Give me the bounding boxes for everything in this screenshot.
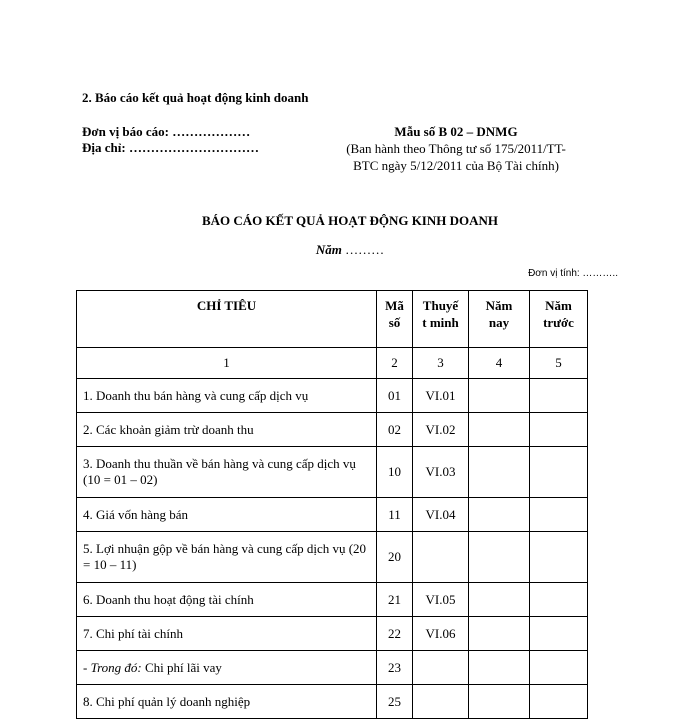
current-year-cell [469, 379, 530, 413]
previous-year-cell [530, 379, 588, 413]
column-number-row [77, 348, 588, 379]
row-note: VI.06 [413, 617, 469, 651]
indicator-label: 7. Chi phí tài chính [77, 617, 377, 651]
row-code: 02 [377, 413, 413, 447]
previous-year-cell [530, 583, 588, 617]
reporting-unit-field: Đơn vị báo cáo: ……………… [82, 124, 251, 139]
indicator-label: 5. Lợi nhuận gộp về bán hàng và cung cấp dịch vụ (20 = 10 – 11) [77, 532, 377, 583]
current-year-cell [469, 447, 530, 498]
table-row [77, 413, 588, 447]
table-row [77, 583, 588, 617]
indicator-label: 8. Chi phí quản lý doanh nghiệp [77, 685, 377, 719]
year-label: Năm [315, 242, 342, 257]
previous-year-cell [530, 413, 588, 447]
current-year-cell [469, 532, 530, 583]
previous-year-cell [530, 532, 588, 583]
form-note-line-2: BTC ngày 5/12/2011 của Bộ Tài chính) [353, 158, 559, 173]
row-code: 20 [377, 532, 413, 583]
row-note: VI.05 [413, 583, 469, 617]
income-statement-table [76, 290, 588, 719]
row-note: VI.03 [413, 447, 469, 498]
table-row [77, 651, 588, 685]
currency-unit-note: Đơn vị tính: ……….. [528, 268, 618, 279]
report-year [0, 242, 700, 258]
current-year-cell [469, 583, 530, 617]
previous-year-cell [530, 447, 588, 498]
current-year-cell [469, 685, 530, 719]
indicator-label: 6. Doanh thu hoạt động tài chính [77, 583, 377, 617]
year-placeholder: ……… [341, 242, 385, 257]
row-code: 22 [377, 617, 413, 651]
header-code: Mã số [377, 291, 413, 348]
table-row [77, 498, 588, 532]
indicator-label: 3. Doanh thu thuần về bán hàng và cung cấp dịch vụ (10 = 01 – 02) [77, 447, 377, 498]
form-code: Mẫu số B 02 – DNMG [394, 124, 518, 139]
row-note: VI.04 [413, 498, 469, 532]
previous-year-cell [530, 651, 588, 685]
header-indicator: CHỈ TIÊU [77, 291, 377, 348]
row-code: 10 [377, 447, 413, 498]
row-code: 23 [377, 651, 413, 685]
row-note [413, 651, 469, 685]
current-year-cell [469, 617, 530, 651]
row-note: VI.02 [413, 413, 469, 447]
row-code: 25 [377, 685, 413, 719]
current-year-cell [469, 498, 530, 532]
column-number: 2 [377, 348, 413, 379]
previous-year-cell [530, 617, 588, 651]
indicator-label: 2. Các khoản giảm trừ doanh thu [77, 413, 377, 447]
previous-year-cell [530, 685, 588, 719]
form-note-line-1: (Ban hành theo Thông tư số 175/2011/TT- [346, 141, 566, 156]
current-year-cell [469, 413, 530, 447]
header-current-year: Năm nay [469, 291, 530, 348]
table-header-row [77, 291, 588, 348]
indicator-label: 1. Doanh thu bán hàng và cung cấp dịch vụ [77, 379, 377, 413]
header-notes: Thuyế t minh [413, 291, 469, 348]
column-number: 5 [530, 348, 588, 379]
row-note: VI.01 [413, 379, 469, 413]
table-row [77, 379, 588, 413]
column-number: 4 [469, 348, 530, 379]
indicator-label: 4. Giá vốn hàng bán [77, 498, 377, 532]
address-field: Địa chỉ: ………………………… [82, 140, 259, 155]
form-issuance-note [336, 140, 576, 174]
row-code: 11 [377, 498, 413, 532]
current-year-cell [469, 651, 530, 685]
table-row [77, 447, 588, 498]
column-number: 1 [77, 348, 377, 379]
header-previous-year: Năm trước [530, 291, 588, 348]
table-row [77, 685, 588, 719]
row-note [413, 685, 469, 719]
row-note [413, 532, 469, 583]
row-code: 01 [377, 379, 413, 413]
table-row [77, 617, 588, 651]
table-row [77, 532, 588, 583]
section-heading: 2. Báo cáo kết quả hoạt động kinh doanh [82, 90, 309, 105]
previous-year-cell [530, 498, 588, 532]
indicator-sub-label: Chi phí lãi vay [141, 659, 222, 675]
indicator-label [77, 651, 377, 685]
indicator-sub-prefix: - Trong đó: [83, 659, 142, 675]
report-title: BÁO CÁO KẾT QUẢ HOẠT ĐỘNG KINH DOANH [201, 213, 499, 228]
row-code: 21 [377, 583, 413, 617]
column-number: 3 [413, 348, 469, 379]
